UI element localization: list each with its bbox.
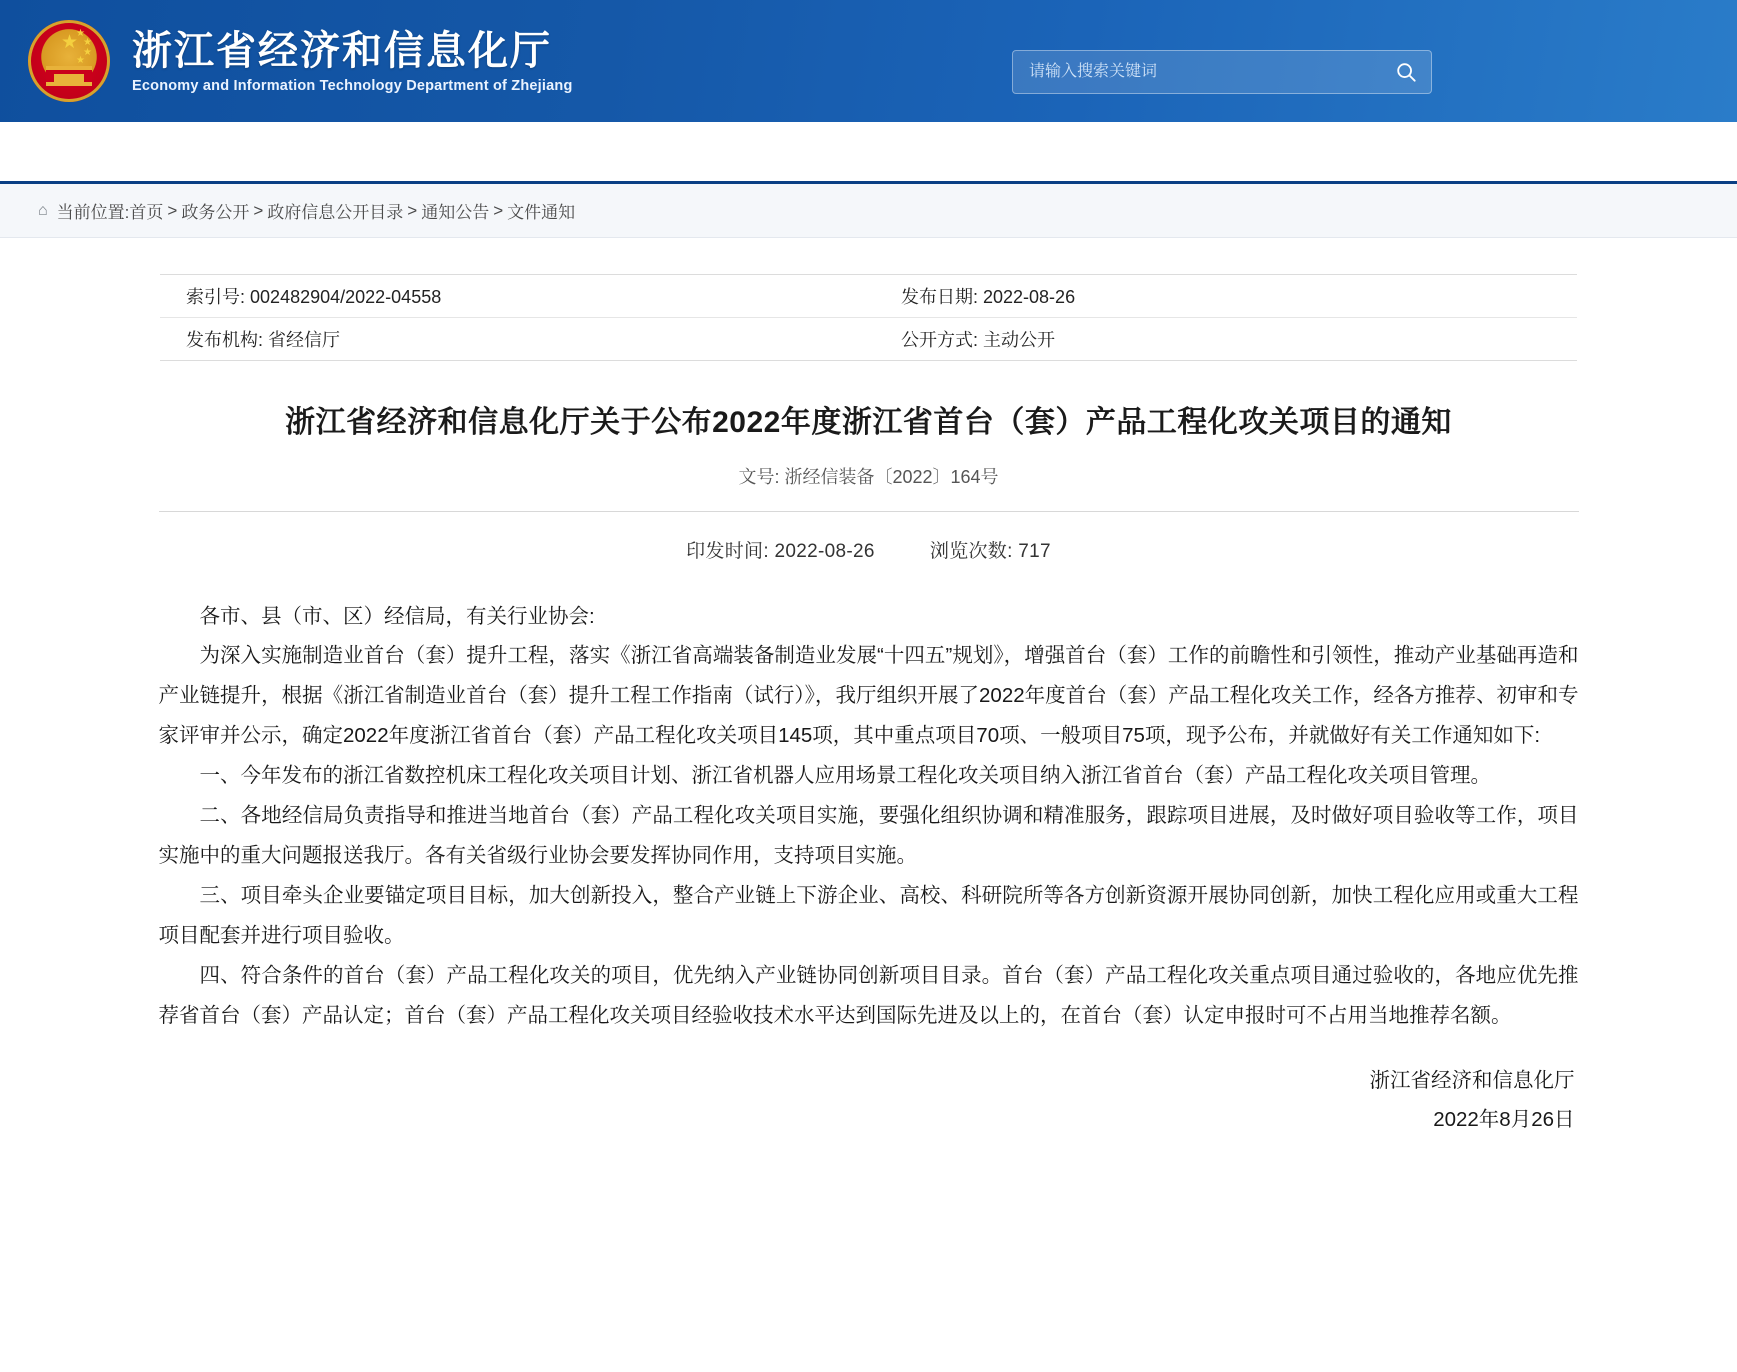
breadcrumb-separator: >: [253, 200, 264, 220]
nav-item-zhejiang-jingxin[interactable]: 浙江经信: [163, 141, 247, 165]
view-count: 浏览次数: 717: [929, 540, 1051, 562]
main-nav: [0, 122, 1737, 184]
meta-issuer-label: 发布机构:: [186, 330, 264, 350]
breadcrumb-separator: >: [493, 200, 504, 220]
site-title-cn: 浙江省经济和信息化厅: [132, 29, 552, 73]
nav-item-hot-topics[interactable]: 热点专题: [893, 141, 977, 165]
search-box[interactable]: [1012, 50, 1432, 94]
breadcrumb-item-disclosure[interactable]: 政务公开: [181, 203, 250, 222]
breadcrumb-item-notice[interactable]: 文件通知: [507, 203, 576, 222]
breadcrumb-item-announcements[interactable]: 通知公告: [421, 203, 490, 222]
signature-date: 2022年8月26日: [1433, 1108, 1575, 1132]
home-icon[interactable]: ⌂: [38, 201, 48, 219]
nav-item-news[interactable]: 新闻动态: [309, 141, 393, 165]
breadcrumb-prefix: 当前位置:: [56, 203, 130, 222]
breadcrumb-item-catalog[interactable]: 政府信息公开目录: [267, 203, 404, 222]
signature-org: 浙江省经济和信息化厅: [1369, 1069, 1575, 1093]
paragraph-item-1: 一、今年发布的浙江省数控机床工程化攻关项目计划、浙江省机器人应用场景工程化攻关项目纳入浙江省首台（套）产品工程化攻关项目管理。: [199, 764, 1491, 788]
document-body: [159, 597, 1579, 1037]
meta-index-label: 索引号:: [186, 287, 246, 307]
table-row: [160, 318, 1577, 361]
paragraph-item-3: 三、项目牵头企业要锚定项目目标，加大创新投入，整合产业链上下游企业、高校、科研院所等各方创新资源开展协同创新，加快工程化应用或重大工程项目配套并进行项目验收。: [158, 884, 1579, 948]
breadcrumb-item-home[interactable]: 首页: [129, 203, 164, 222]
meta-index: [160, 275, 879, 318]
emblem-gate: [46, 66, 92, 86]
divider: [159, 511, 1579, 512]
nav-item-government-services[interactable]: 政务服务: [601, 141, 685, 165]
site-header: [0, 0, 1737, 122]
document-signature: [159, 1062, 1579, 1140]
breadcrumb-separator: >: [407, 200, 418, 220]
document-meta-table: [160, 274, 1577, 361]
breadcrumb-separator: >: [167, 200, 178, 220]
meta-index-value: 002482904/2022-04558: [250, 287, 442, 307]
paragraph-intro: 为深入实施制造业首台（套）提升工程，落实《浙江省高端装备制造业发展“十四五”规划》，增强首台（套）工作的前瞻性和引领性，推动产业基础再造和产业链提升，根据《浙江省制造业首台（套）提升工程工作指南（试行）》，我厅组织开展了2022年度首台（套）产品工程化攻关工作，经各方推荐、初审和专家评审并公示，确定2022年度浙江省首台（套）产品工程化攻关项目145项，其中重点项目70项、一般项目75项，现予公布，并就做好有关工作通知如下:: [158, 644, 1579, 748]
search-icon[interactable]: [1395, 61, 1417, 83]
table-row: [160, 275, 1577, 318]
meta-disclosure-value: 主动公开: [983, 330, 1055, 350]
meta-publish-date: [879, 275, 1577, 318]
emblem-star: ★: [76, 55, 85, 66]
breadcrumb: [0, 184, 1737, 238]
nav-item-gov-enterprise[interactable]: 政企互动: [747, 141, 831, 165]
meta-publish-date-value: 2022-08-26: [983, 287, 1076, 307]
meta-disclosure: [879, 318, 1577, 361]
national-emblem-icon: [28, 20, 110, 102]
emblem-star: ★: [76, 28, 85, 39]
paragraph-item-2: 二、各地经信局负责指导和推进当地首台（套）产品工程化攻关项目实施，要强化组织协调和精准服务，跟踪项目进展，及时做好项目验收等工作，项目实施中的重大问题报送我厅。各有关省级行业协会要发挥协同作用，支持项目实施。: [158, 804, 1579, 868]
meta-issuer: [160, 318, 879, 361]
emblem-star: ★: [61, 32, 79, 53]
emblem-star: ★: [83, 37, 92, 48]
document-subinfo: [0, 536, 1737, 563]
emblem-star: ★: [83, 47, 92, 58]
document-number: 文号: 浙经信装备〔2022〕164号: [738, 466, 999, 487]
search-input[interactable]: [1027, 62, 1395, 82]
nav-item-supervision[interactable]: 派驻监督: [1185, 141, 1269, 165]
site-title-en: Economy and Information Technology Department of Zhejiang: [132, 78, 573, 94]
paragraph-salutation: 各市、县（市、区）经信局，有关行业协会:: [199, 604, 595, 628]
nav-item-home[interactable]: 首页: [28, 122, 132, 181]
meta-disclosure-label: 公开方式:: [900, 330, 978, 350]
page-title: 浙江省经济和信息化厅关于公布2022年度浙江省首台（套）产品工程化攻关项目的通知: [285, 406, 1452, 439]
nav-item-government-disclosure[interactable]: 政务公开: [455, 141, 539, 165]
meta-publish-date-label: 发布日期:: [900, 287, 978, 307]
paragraph-item-4: 四、符合条件的首台（套）产品工程化攻关的项目，优先纳入产业链协同创新项目目录。首台（套）产品工程化攻关重点项目通过验收的，各地应优先推荐省首台（套）产品认定；首台（套）产品工程化攻关项目经验收技术水平达到国际先进及以上的，在首台（套）认定申报时可不占用当地推荐名额。: [158, 964, 1579, 1028]
meta-issuer-value: 省经信厅: [268, 330, 341, 350]
nav-item-data[interactable]: 经信数据: [1039, 141, 1123, 165]
site-brand: [132, 28, 573, 94]
print-date: 印发时间: 2022-08-26: [686, 540, 875, 562]
